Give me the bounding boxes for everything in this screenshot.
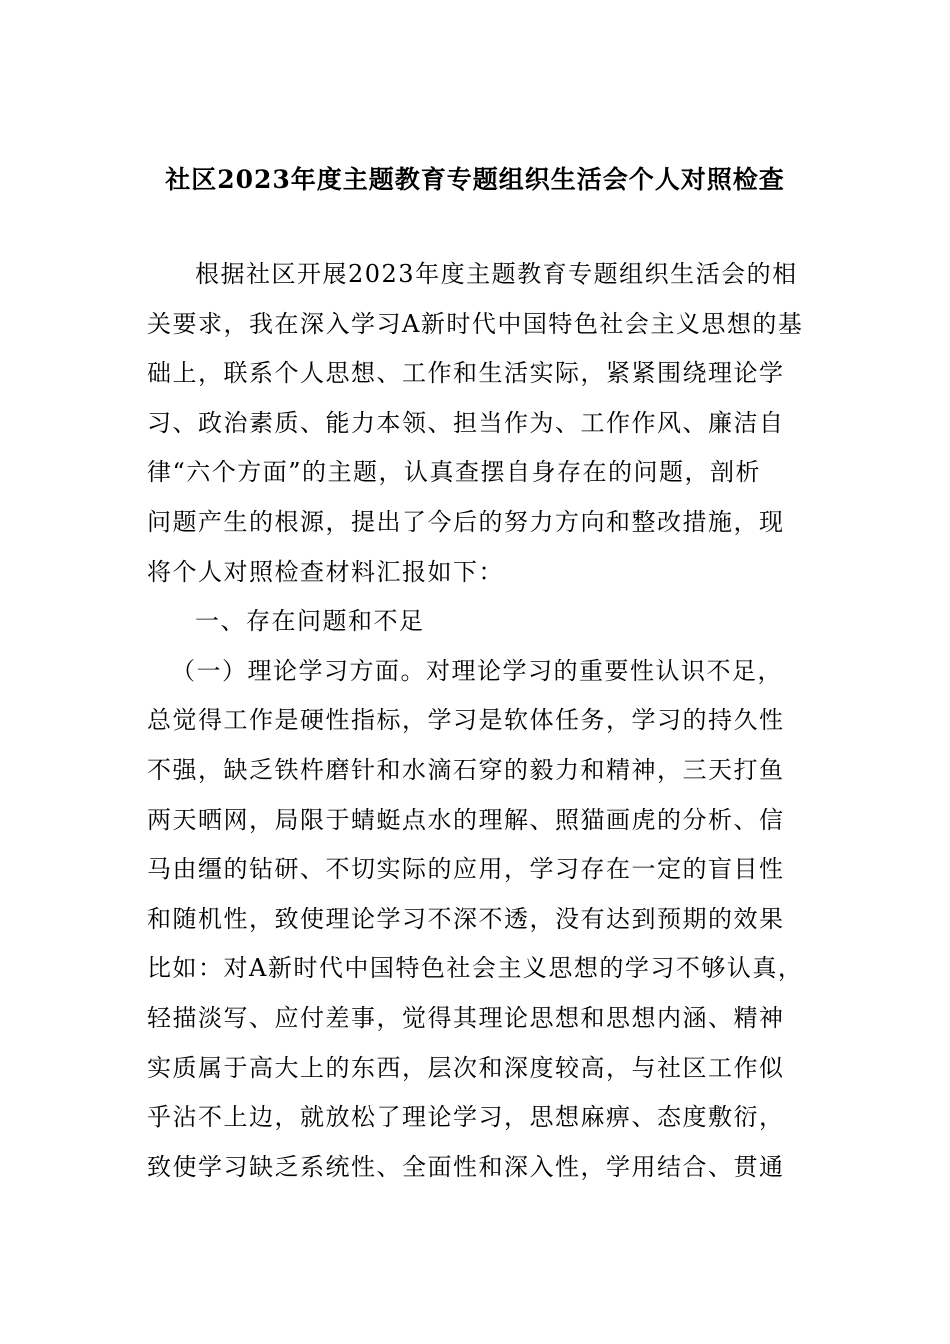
paragraph-line: 轻描淡写、应付差事，觉得其理论思想和思想内涵、精神 — [147, 1003, 785, 1032]
section-heading: 一、存在问题和不足 — [195, 607, 425, 636]
paragraph-line: 比如：对A新时代中国特色社会主义思想的学习不够认真， — [147, 954, 804, 983]
document-title: 社区2023年度主题教育专题组织生活会个人对照检查 — [165, 165, 785, 194]
paragraph-line: 乎沾不上边，就放松了理论学习，思想麻痹、态度敷衍， — [147, 1103, 785, 1132]
paragraph-line: 马由缰的钻研、不切实际的应用，学习存在一定的盲目性 — [147, 855, 785, 884]
paragraph-line: 不强，缺乏铁杵磨针和水滴石穿的毅力和精神，三天打鱼 — [147, 755, 785, 784]
paragraph-line: 和随机性，致使理论学习不深不透，没有达到预期的效果 — [147, 904, 785, 933]
paragraph-line: （一）理论学习方面。对理论学习的重要性认识不足， — [171, 656, 783, 685]
paragraph-line: 总觉得工作是硬性指标，学习是软体任务，学习的持久性 — [147, 706, 785, 735]
paragraph-line: 两天晒网，局限于蜻蜓点水的理解、照猫画虎的分析、信 — [147, 805, 785, 834]
paragraph-line: 根据社区开展2023年度主题教育专题组织生活会的相 — [195, 260, 798, 288]
paragraph-line: 关要求，我在深入学习A新时代中国特色社会主义思想的基 — [147, 309, 804, 338]
paragraph-line: 律“六个方面”的主题，认真查摆自身存在的问题，剖析 — [147, 458, 762, 487]
paragraph-line: 础上，联系个人思想、工作和生活实际，紧紧围绕理论学 — [147, 359, 785, 388]
paragraph-line: 将个人对照检查材料汇报如下： — [147, 557, 504, 586]
paragraph-line: 致使学习缺乏系统性、全面性和深入性，学用结合、贯通 — [147, 1152, 785, 1181]
paragraph-line: 问题产生的根源，提出了今后的努力方向和整改措施，现 — [147, 507, 785, 536]
paragraph-line: 实质属于高大上的东西，层次和深度较高，与社区工作似 — [147, 1053, 785, 1082]
document-body — [147, 250, 812, 1192]
paragraph-line: 习、政治素质、能力本领、担当作为、工作作风、廉洁自 — [147, 408, 785, 437]
